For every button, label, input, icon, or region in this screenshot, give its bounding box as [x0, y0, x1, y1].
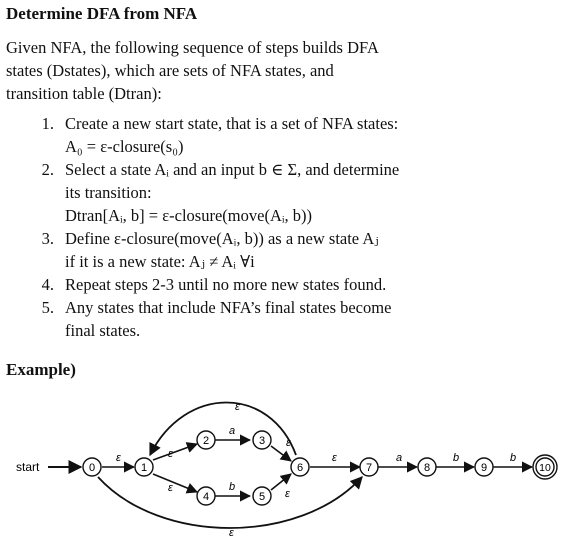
step-number: 5.	[41, 298, 54, 317]
state-1	[135, 458, 153, 476]
state-label: 3	[258, 435, 266, 447]
state-6	[291, 458, 309, 476]
state-label: 1	[140, 462, 148, 474]
step-line: its transition:	[65, 183, 152, 202]
step-line: A₀ = ε-closure(s₀)	[65, 137, 184, 156]
edge-label: ε	[235, 401, 240, 413]
page-title: Determine DFA from NFA	[6, 4, 198, 23]
edge-label: ε	[116, 452, 121, 464]
intro-line: transition table (Dtran):	[6, 84, 162, 103]
example-heading: Example)	[6, 360, 76, 379]
state-0	[83, 458, 101, 476]
step-number: 3.	[41, 229, 54, 248]
step-line: Select a state Aᵢ and an input b ∈ Σ, and determine	[65, 160, 400, 179]
edge-label: b	[453, 452, 460, 464]
edge-label: ε	[286, 437, 291, 449]
edge-label: b	[229, 481, 236, 493]
state-label: 5	[258, 491, 266, 503]
step-line: if it is a new state: Aⱼ ≠ Aᵢ ∀i	[65, 252, 255, 271]
state-label: 10	[539, 462, 551, 474]
state-8	[418, 458, 436, 476]
step-line: final states.	[65, 321, 141, 340]
step-line: Dtran[Aᵢ, b] = ε-closure(move(Aᵢ, b))	[65, 206, 313, 225]
step-line: Repeat steps 2-3 until no more new states found.	[65, 275, 387, 294]
intro-line: states (Dstates), which are sets of NFA states, and	[6, 61, 334, 80]
state-label: 9	[480, 462, 488, 474]
state-5	[253, 487, 271, 505]
step-number: 2.	[41, 160, 54, 179]
edge-1-2	[153, 444, 197, 460]
state-label: 0	[88, 462, 96, 474]
step-number: 4.	[41, 275, 54, 294]
edge-1-4	[153, 474, 197, 492]
step-number: 1.	[41, 114, 54, 133]
edge-label: ε	[285, 488, 290, 500]
edge-label: ε	[332, 452, 337, 464]
step-line: Define ε-closure(move(Aᵢ, b)) as a new state Aⱼ	[65, 229, 379, 248]
edge-label: ε	[168, 448, 173, 460]
intro-line: Given NFA, the following sequence of steps builds DFA	[6, 38, 379, 57]
state-3	[253, 431, 271, 449]
state-label: 8	[423, 462, 431, 474]
edge-label: b	[510, 452, 517, 464]
state-9	[475, 458, 493, 476]
state-label: 6	[296, 462, 304, 474]
state-label: 4	[202, 491, 210, 503]
edge-label: a	[229, 425, 236, 437]
edge-label: ε	[168, 482, 173, 494]
edge-label: ε	[229, 527, 234, 539]
state-10-final	[533, 455, 557, 479]
edge-label: a	[396, 452, 403, 464]
step-line: Create a new start state, that is a set of NFA states:	[65, 114, 399, 133]
state-label: 7	[365, 462, 373, 474]
state-label: 2	[202, 435, 210, 447]
state-2	[197, 431, 215, 449]
start-label: start	[16, 460, 40, 474]
state-4	[197, 487, 215, 505]
step-line: Any states that include NFA’s final states become	[65, 298, 392, 317]
state-7	[360, 458, 378, 476]
